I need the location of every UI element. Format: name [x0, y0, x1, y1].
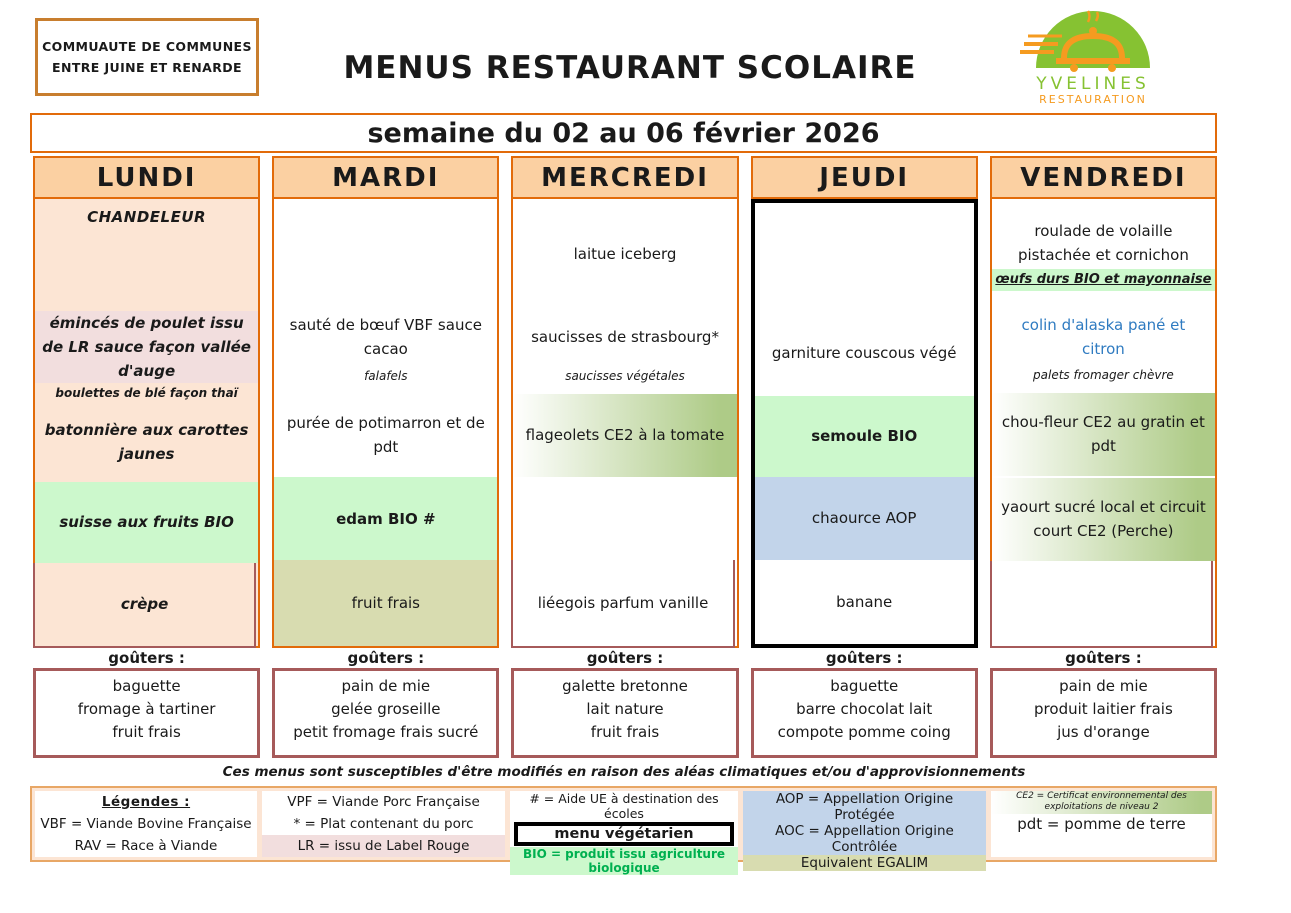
- day-menu-vendredi: [990, 199, 1217, 648]
- menu-cell-side: batonnière aux carottes jaunes: [44, 420, 249, 463]
- menu-grid: [33, 156, 1217, 648]
- gouter-label: goûters :: [825, 649, 903, 667]
- day-name: LUNDI: [96, 162, 197, 193]
- day-column-jeudi: [751, 156, 978, 648]
- logo-name: YVELINES: [1036, 74, 1150, 94]
- menu-cell-entree: [755, 203, 974, 311]
- menu-cell-dessert: liéegois parfum vanille: [511, 560, 734, 648]
- dish-label-rouge: émincés de poulet issu de LR sauce façon vallée d'auge: [35, 311, 258, 383]
- menu-cell-side-ce2: flageolets CE2 à la tomate: [513, 394, 736, 477]
- menu-cell-side-ce2: chou-fleur CE2 au gratin et pdt: [992, 393, 1215, 475]
- day-name: VENDREDI: [1020, 162, 1187, 193]
- gouter-item: lait nature: [586, 700, 664, 718]
- dish-main: colin d'alaska pané et citron: [1021, 315, 1186, 358]
- legend-label-rouge: LR = issu de Label Rouge: [262, 835, 505, 857]
- day-column-lundi: [33, 156, 260, 648]
- gouter-item: baguette: [112, 677, 181, 695]
- menu-cell-entree: laitue iceberg: [573, 244, 677, 263]
- legend-col-2: [262, 791, 505, 857]
- day-menu-lundi: [33, 199, 260, 648]
- legend-col-3: [510, 791, 738, 875]
- menu-cell-dessert: [990, 561, 1213, 648]
- logo-sub: RESTAURATION: [1039, 93, 1147, 106]
- menu-cell-special: [35, 199, 258, 311]
- dish-main: saucisses de strasbourg*: [531, 328, 719, 347]
- dish-alternative: saucisses végétales: [565, 369, 685, 384]
- day-header-mercredi: [511, 156, 738, 199]
- day-header-mardi: [272, 156, 499, 199]
- gouter-item: pain de mie: [341, 677, 431, 695]
- gouter-label: goûters :: [1065, 649, 1142, 667]
- menu-cell-side-bio: semoule BIO: [755, 396, 974, 478]
- gouter-mercredi: [511, 649, 738, 758]
- menu-cell-plat: [513, 309, 736, 395]
- logo-graphic: [1018, 6, 1188, 106]
- day-name: MERCREDI: [541, 162, 709, 193]
- gouter-label: goûters :: [586, 649, 664, 667]
- menu-cell-dessert: fruit frais: [274, 560, 497, 646]
- gouter-label: goûters :: [347, 649, 425, 667]
- legend-bio: BIO = produit issu agriculture biologique: [510, 847, 738, 875]
- entree-main: roulade de volaille pistachée et cornichon: [1017, 222, 1189, 264]
- gouter-box: [33, 668, 260, 758]
- legend-title: Légendes :: [101, 794, 191, 810]
- day-menu-mardi: [272, 199, 499, 648]
- menu-cell-dairy-bio: suisse aux fruits BIO: [35, 482, 258, 563]
- special-day-label: CHANDELEUR: [87, 208, 207, 226]
- organization-line1: COMMUAUTE DE COMMUNES: [42, 39, 252, 54]
- legend-vpf: VPF = Viande Porc Française: [287, 794, 480, 810]
- legend-col-5: [991, 791, 1212, 857]
- gouter-jeudi: [751, 649, 978, 758]
- legend-col-4: [743, 791, 986, 871]
- gouter-label: goûters :: [108, 649, 185, 667]
- menu-cell-dessert: crèpe: [33, 563, 256, 648]
- dish-alternative: boulettes de blé façon thaï: [55, 386, 238, 401]
- day-name: JEUDI: [819, 162, 910, 193]
- legend-porc: * = Plat contenant du porc: [293, 816, 474, 832]
- gouter-item: fromage à tartiner: [77, 700, 216, 718]
- menu-cell-side: purée de potimarron et de pdt: [286, 414, 485, 457]
- gouter-item: petit fromage frais sucré: [293, 723, 479, 741]
- gouter-item: produit laitier frais: [1034, 700, 1173, 718]
- gouter-item: gelée groseille: [331, 700, 441, 718]
- disclaimer-note: Ces menus sont susceptibles d'être modifiés en raison des aléas climatiques et/ou d'approvisionnements: [222, 764, 1026, 780]
- week-banner: [30, 113, 1217, 153]
- day-name: MARDI: [332, 162, 440, 193]
- day-column-mardi: [272, 156, 499, 648]
- gouters-row: [33, 649, 1217, 758]
- legend-aoc: AOC = Appellation Origine Contrôlée: [743, 823, 986, 855]
- dish-main: sauté de bœuf VBF sauce cacao: [289, 316, 482, 359]
- yvelines-restauration-logo: [1018, 6, 1188, 106]
- legend-pdt: pdt = pomme de terre: [1017, 815, 1186, 834]
- legend-aop: AOP = Appellation Origine Protégée: [743, 791, 986, 823]
- menu-cell-dairy: [513, 477, 736, 561]
- organization-box: [35, 18, 259, 96]
- menu-cell-plat: [992, 308, 1215, 393]
- gouter-box: [751, 668, 978, 758]
- dish-alternative: falafels: [364, 369, 408, 384]
- gouter-item: pain de mie: [1059, 677, 1148, 695]
- legend-rav: RAV = Race à Viande: [74, 838, 218, 854]
- day-header-vendredi: [990, 156, 1217, 199]
- gouter-item: galette bretonne: [562, 677, 688, 695]
- day-column-vendredi: [990, 156, 1217, 648]
- menu-cell-plat: garniture couscous végé: [771, 344, 957, 363]
- menu-cell-entree: [274, 199, 497, 309]
- menu-cell-plat: [274, 309, 497, 395]
- day-menu-mercredi: [511, 199, 738, 648]
- legend-box: [30, 786, 1217, 875]
- gouter-item: fruit frais: [590, 723, 660, 741]
- menu-cell-dairy-aop: chaource AOP: [755, 477, 974, 560]
- week-banner-text: semaine du 02 au 06 février 2026: [367, 117, 880, 149]
- day-header-lundi: [33, 156, 260, 199]
- dish-alternative: palets fromager chèvre: [1033, 368, 1174, 383]
- organization-line2: ENTRE JUINE ET RENARDE: [52, 60, 242, 75]
- gouter-item: compote pomme coing: [777, 723, 951, 741]
- legend-egalim: Equivalent EGALIM: [743, 855, 986, 871]
- gouter-item: fruit frais: [112, 723, 181, 741]
- legend-vbf: VBF = Viande Bovine Française: [40, 816, 252, 832]
- entree-alternative-bio: œufs durs BIO et mayonnaise: [992, 269, 1215, 291]
- legend-col-1: [35, 791, 257, 857]
- gouter-item: jus d'orange: [1057, 723, 1150, 741]
- menu-cell-dessert: banane: [836, 592, 893, 611]
- gouter-box: [990, 668, 1217, 758]
- menu-cell-dairy-bio: edam BIO #: [274, 477, 497, 561]
- gouter-item: barre chocolat lait: [796, 700, 933, 718]
- gouter-box: [272, 668, 499, 758]
- page-title: MENUS RESTAURANT SCOLAIRE: [343, 50, 917, 86]
- legend-aide-ue: # = Aide UE à destination des écoles: [529, 791, 719, 821]
- menu-cell-plat: [35, 311, 258, 402]
- menu-cell-entree: [992, 199, 1215, 308]
- day-menu-jeudi-vegetarien: [751, 199, 978, 648]
- legend-ce2: CE2 = Certificat environnemental des exploitations de niveau 2: [991, 791, 1212, 814]
- day-column-mercredi: [511, 156, 738, 648]
- gouter-item: baguette: [830, 677, 899, 695]
- day-header-jeudi: [751, 156, 978, 199]
- gouter-vendredi: [990, 649, 1217, 758]
- gouter-mardi: [272, 649, 499, 758]
- menu-cell-dairy-ce2: yaourt sucré local et circuit court CE2 (Perche): [992, 476, 1215, 561]
- legend-menu-vegetarien: menu végétarien: [514, 822, 734, 846]
- gouter-box: [511, 668, 738, 758]
- gouter-lundi: [33, 649, 260, 758]
- legend-spacer: [991, 835, 1212, 857]
